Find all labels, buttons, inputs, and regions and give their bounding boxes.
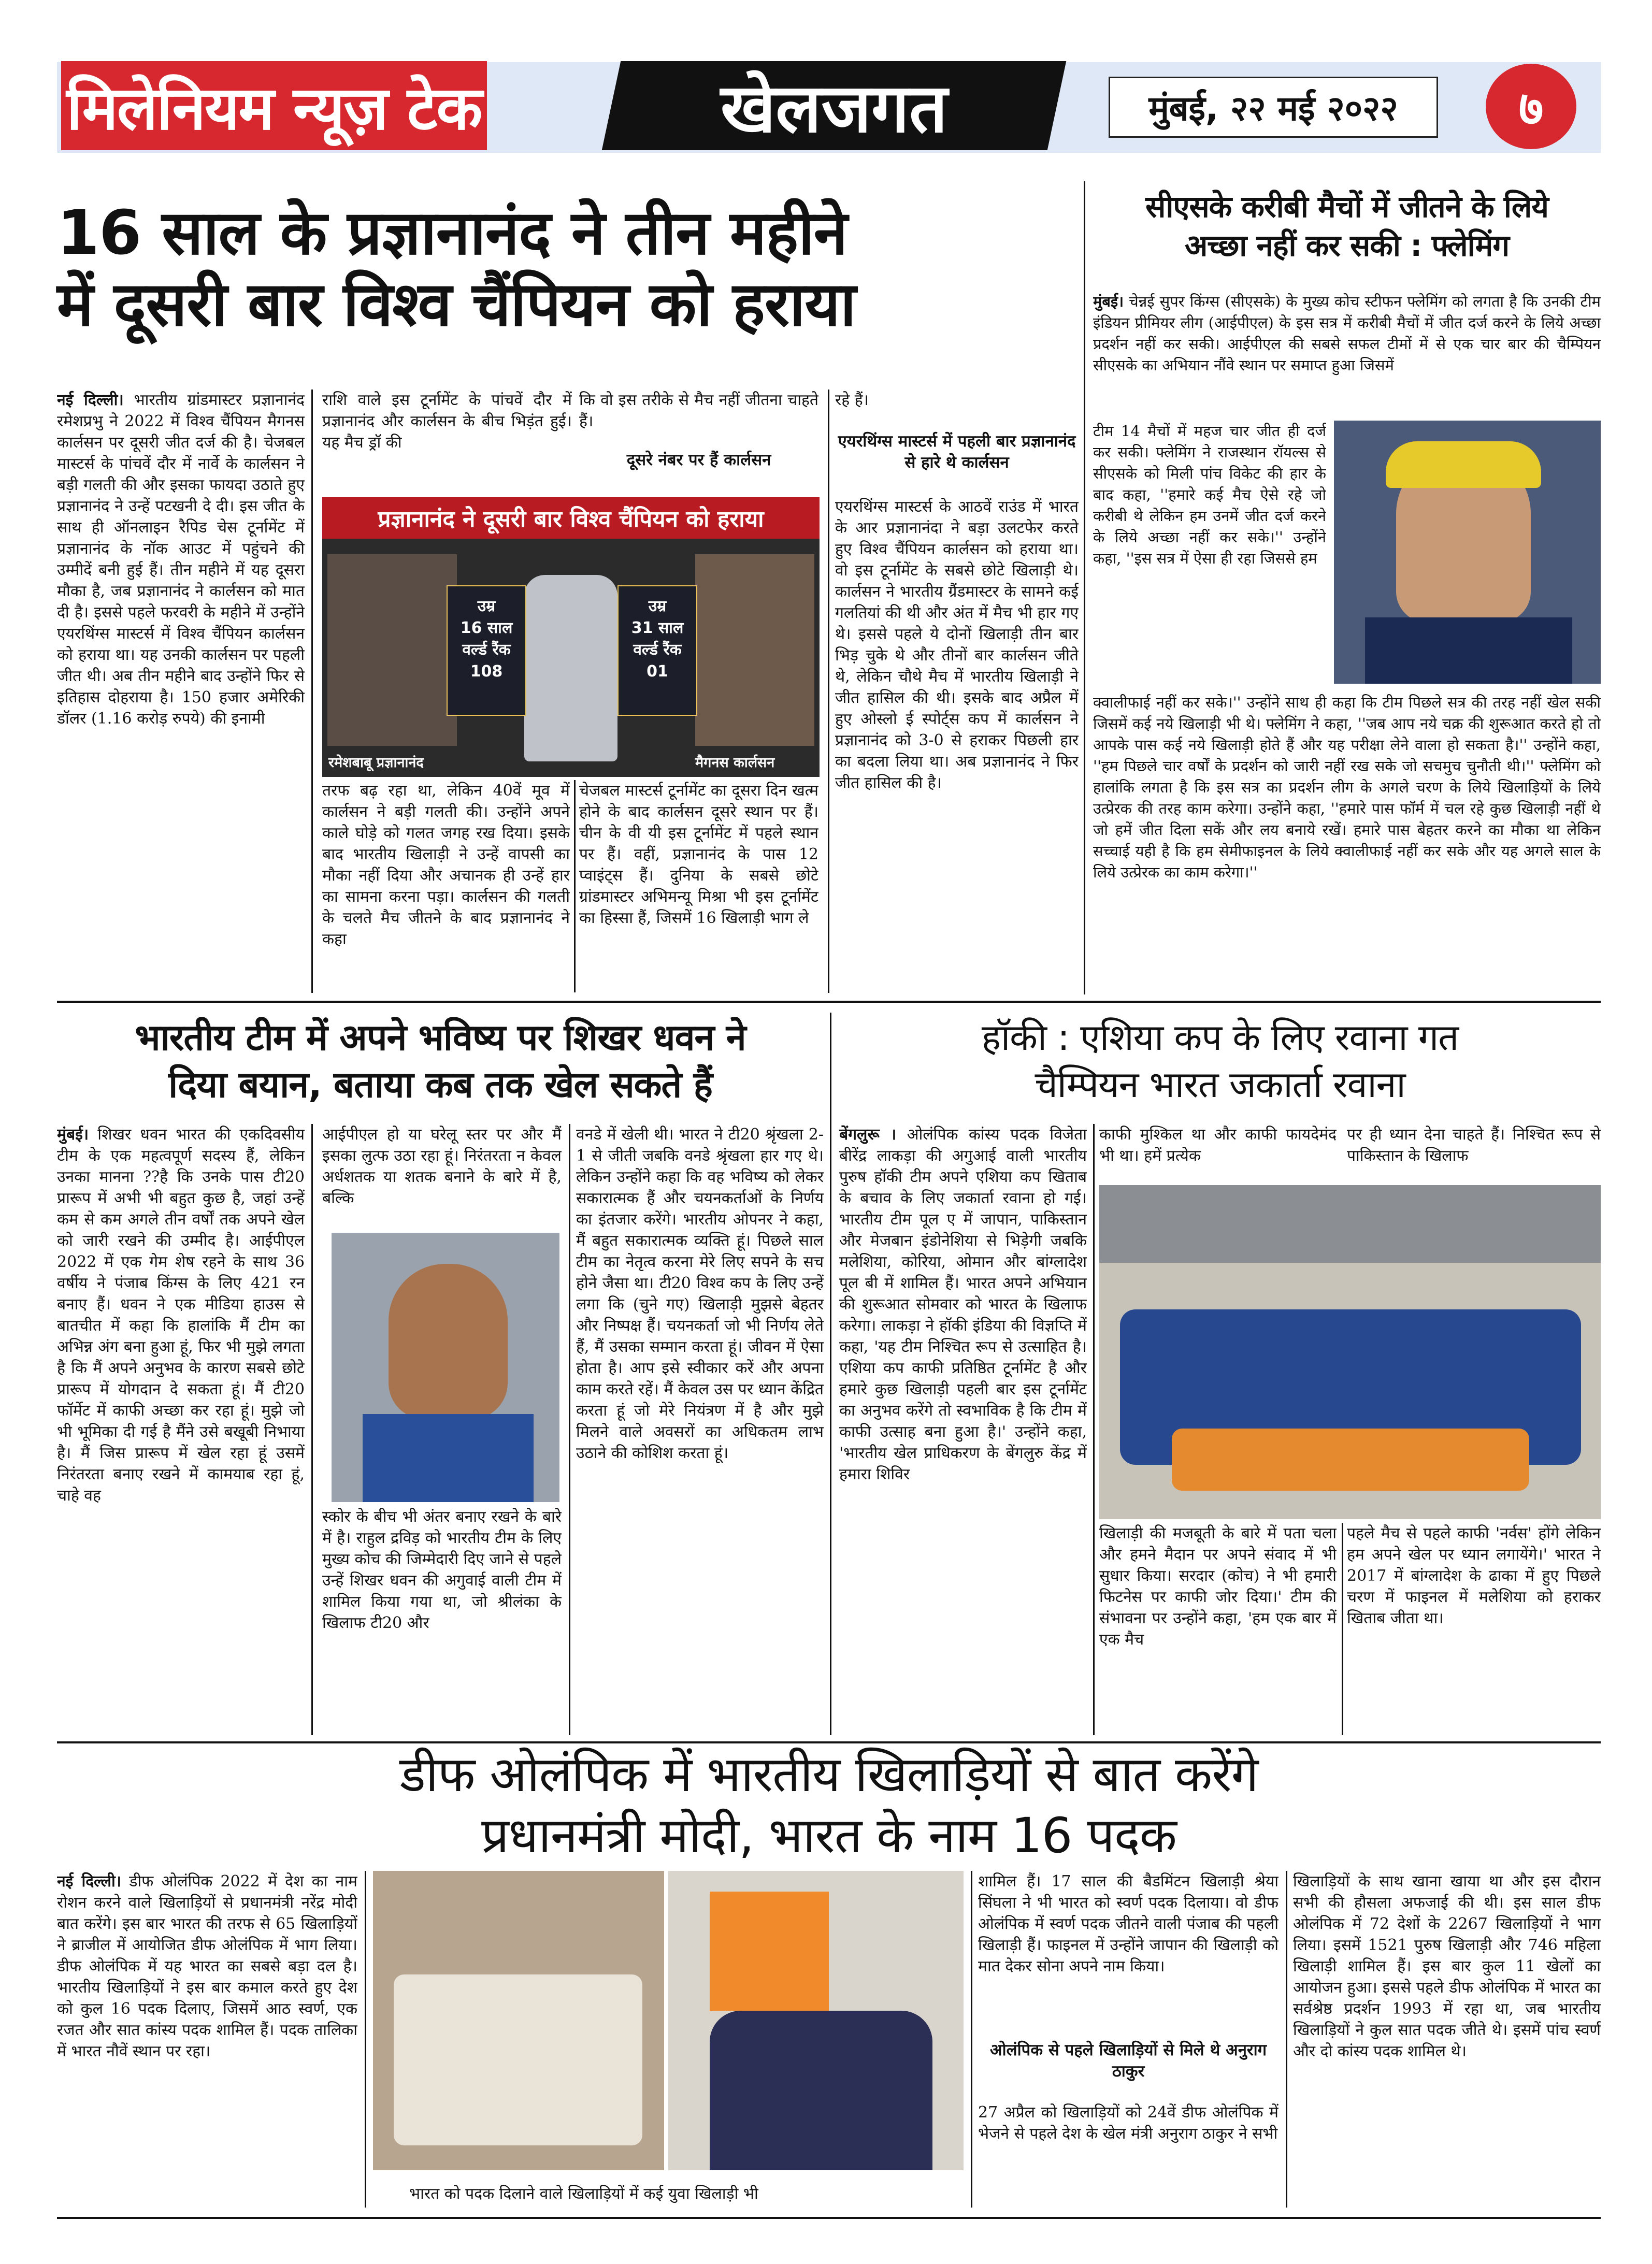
photo-caption: भारत को पदक दिलाने वाले खिलाड़ियों में कई युवा खिलाड़ी भी xyxy=(409,2185,758,2203)
medalists-photo xyxy=(373,1871,664,2170)
column-divider xyxy=(1286,1871,1287,2208)
story3-headline xyxy=(57,1014,824,1108)
story3-col2-bottom: स्कोर के बीच भी अंतर बनाए रखने के बारे में है। राहुल द्रविड़ को भारतीय टीम के लिए मुख्य कोच की जिम्मेदारी दिए जाने से पहले उन्हें शिखर धवन की अगुवाई वाली टीम में शामिल किया गया था, जो श्रीलंका के खिलाफ टी20 और xyxy=(322,1508,562,1632)
story4-dateline: बेंगलुरू । xyxy=(839,1126,897,1144)
chess-graphic xyxy=(322,497,820,777)
story1-headline-line2: में दूसरी बार विश्व चैंपियन को हराया xyxy=(57,268,856,340)
story4-headline-line1: हॉकी : एशिया कप के लिए रवाना गत xyxy=(981,1016,1459,1059)
fleming-photo xyxy=(1334,421,1601,684)
story1-subhead-2: एयरथिंग्स मास्टर्स में पहली बार प्रज्ञानानंद से हारे थे कार्लसन xyxy=(838,432,1076,472)
column-divider xyxy=(569,1124,570,1735)
story1-col2-bottom: तरफ बढ़ रहा था, लेकिन 40वें मूव में कार्लसन ने बड़ी गलती की। उन्होंने अपने काले घोड़े को गलत जगह रख दिया। इसके बाद भारतीय खिलाड़ी ने उन्हें वापसी का मौका नहीं दिया और अचानक ही उन्हें हार का सामना करना पड़ा। कार्लसन की गलती के चलते मैच जीतने के बाद प्रज्ञानानंद ने कहा xyxy=(322,782,570,948)
right-rank-label: वर्ल्ड रैंक xyxy=(633,641,682,659)
story3-col2-top: आईपीएल हो या घरेलू स्तर पर और मैं इसका लुत्फ उठा रहा हूं। निरंतरता न केवल अर्धशतक या शतक बनाने के बारे में है, बल्कि xyxy=(322,1126,562,1207)
story5-headline-line2: प्रधानमंत्री मोदी, भारत के नाम 16 पदक xyxy=(481,1807,1176,1864)
story2-side: टीम 14 मैचों में महज चार जीत ही दर्ज कर सकी। फ्लेमिंग ने राजस्थान रॉयल्स से सीएसके को मिली पांच विकेट की हार के बाद कहा, ''हमारे कई मैच ऐसे रहे जो करीबी थे लेकिन हम उनमें जीत दर्ज करने के लिये अच्छा नहीं कर सके।'' उन्होंने कहा, ''इस सत्र में ऐसा ही रहा जिससे हम xyxy=(1093,422,1326,567)
chess-king-piece xyxy=(524,575,617,761)
edition-date: मुंबई, २२ मई २०२२ xyxy=(1109,77,1438,138)
medalists-group xyxy=(394,1974,642,2145)
story5-dateline: नई दिल्ली। xyxy=(57,1872,122,1891)
story5-headline xyxy=(57,1744,1601,1866)
story4-headline-line2: चैम्पियन भारत जकार्ता रवाना xyxy=(1035,1063,1405,1106)
left-age-value: 16 साल xyxy=(460,619,513,637)
hockey-team-photo xyxy=(1099,1185,1601,1519)
right-age-value: 31 साल xyxy=(631,619,684,637)
story4-col3-bottom: पहले मैच से पहले काफी 'नर्वस' होंगे लेकिन हम अपने खेल पर ध्यान लगायेंगे।' भारत ने 2017 में बांग्लादेश के ढाका में हुए पिछले चरण में फाइनल में मलेशिया को हराकर खिताब जीता था। xyxy=(1347,1524,1601,1627)
praggnanandhaa-photo xyxy=(327,554,457,746)
story2-intro xyxy=(1093,291,1601,418)
story5-headline-line1: डीफ ओलंपिक में भारतीय खिलाड़ियों से बात करेंगे xyxy=(399,1747,1258,1803)
section-divider xyxy=(57,1741,1601,1743)
column-divider xyxy=(365,1871,366,2208)
story5-col1-text: डीफ ओलंपिक 2022 में देश का नाम रोशन करने वाले खिलाड़ियों से प्रधानमंत्री नरेंद्र मोदी बात करेंगे। इस बार भारत की तरफ से 65 खिलाड़ियों ने ब्राजील में आयोजित डीफ ओलंपिक में भाग लिया। डीफ ओलंपिक में यह भारत का सबसे बड़ा दल है। भारतीय खिलाड़ियों ने इस बार कमाल करते हुए देश को कुल 16 पदक दिलाए, जिसमें आठ स्वर्ण, एक रजत और सात कांस्य पदक शामिल हैं। पदक तालिका में भारत नौवें स्थान पर रहा। xyxy=(57,1872,357,2060)
story5-col3-top: शामिल हैं। 17 साल की बैडमिंटन खिलाड़ी श्रेया सिंघला ने भी भारत को स्वर्ण पदक दिलाया। वो डीफ ओलंपिक में स्वर्ण पदक जीतने वाली पंजाब की पहली खिलाड़ी हैं। फाइनल में उन्होंने जापान की खिलाड़ी को मात देकर सोना अपने नाम किया। xyxy=(978,1872,1278,1975)
story4-col2-bottom: खिलाड़ी की मजबूती के बारे में पता चला और हमने मैदान पर अपने संवाद में भी सुधार किया। सरदार (कोच) ने भी हमारी फिटनेस पर काफी जोर दिया।' टीम की संभावना पर उन्होंने कहा, 'हम एक बार में एक मैच xyxy=(1099,1524,1337,1649)
page-number: ७ xyxy=(1486,64,1576,149)
story5-col4: खिलाड़ियों के साथ खाना खाया था और इस दौरान सभी की हौसला अफजाई की थी। इस साल डीफ ओलंपिक में 72 देशों के 2267 खिलाड़ियों ने भाग लिया। इसमें 1521 पुरुष खिलाड़ी और 746 महिला खिलाड़ी शामिल हैं। इस बार कुल 11 खेलों का आयोजन हुआ। इससे पहले डीफ ओलंपिक में भारत का सर्वश्रेष्ठ प्रदर्शन 1993 में रहा था, जब भारतीय खिलाड़ियों ने कुल सात पदक जीते थे। इसमें पांच स्वर्ण और दो कांस्य पदक शामिल थे। xyxy=(1293,1872,1601,2060)
story1-col3-bottom: चेजबल मास्टर्स टूर्नामेंट का दूसरा दिन खत्म होने के बाद कार्लसन दूसरे स्थान पर हैं। चीन के वी यी इस टूर्नामेंट में पहले स्थान पर हैं। वहीं, प्रज्ञानानंद के पास 12 प्वाइंट्स हैं। दुनिया के सबसे छोटे ग्रांडमास्टर अभिमन्यू मिश्रा भी इस टूर्नामेंट का हिस्सा हैं, जिसमें 16 खिलाड़ी भाग ले xyxy=(579,782,818,927)
column-divider xyxy=(311,390,313,993)
india-jersey xyxy=(363,1414,534,1502)
story4-col3-top: पर ही ध्यान देना चाहते हैं। निश्चित रूप से पाकिस्तान के खिलाफ xyxy=(1347,1126,1601,1165)
story3-col1 xyxy=(57,1124,305,1735)
story5-col3-bottom: 27 अप्रैल को खिलाड़ियों को 24वें डीफ ओलंपिक में भेजने से पहले देश के खेल मंत्री अनुराग ठाकुर ने सभी xyxy=(978,2103,1278,2143)
section-title-text: खेलजगत xyxy=(720,68,948,148)
player-face xyxy=(389,1264,508,1419)
story2-headline xyxy=(1093,188,1601,266)
column-divider xyxy=(574,780,576,992)
wrestlers-photo xyxy=(668,1871,964,2170)
left-rank-value: 108 xyxy=(470,662,503,681)
column-divider xyxy=(311,1124,313,1735)
column-divider xyxy=(828,390,829,993)
graphic-banner: प्रज्ञानानंद ने दूसरी बार विश्व चैंपियन को हराया xyxy=(322,497,820,539)
story2-intro-text: चेन्नई सुपर किंग्स (सीएसके) के मुख्य कोच स्टीफन फ्लेमिंग को लगता है कि उनकी टीम इंडियन प्रीमियर लीग (आईपीएल) के इस सत्र में करीबी मैचों में जीत दर्ज करने के लिये अच्छा प्रदर्शन नहीं कर सकी। आईपीएल की सबसे सफल टीमों में से एक चार बार की चैम्पियन सीएसके का अभियान नौंवे स्थान पर समाप्त हुआ जिसमें xyxy=(1093,293,1601,374)
story2-rest: क्वालीफाई नहीं कर सके।'' उन्होंने साथ ही कहा कि टीम पिछले सत्र की तरह नहीं खेल सकी जिसमें कई नये खिलाड़ी भी थे। फ्लेमिंग ने कहा, ''जब आप नये चक्र की शुरूआत करते हो तो आपके पास कई नये खिलाड़ी होते हैं और यह परीक्षा लेने वाला हो सकता है।'' उन्होंने कहा, ''हम पिछले चार वर्षों के प्रदर्शन को जारी नहीं रख सके जो सचमुच चुनौती थी।'' फ्लेमिंग को हालांकि लगता है कि इस सत्र का प्रदर्शन लीग के अगले चरण के लिये खिलाड़ियों के लिये उत्प्रेरक की तरह काम करेगा। उन्होंने कहा, ''हमारे पास फॉर्म में चल रहे कुछ खिलाड़ी नहीं थे जो हमें जीत दिला सकें और लय बनाये रखें। हमारे पास बेहतर करने का मौका था लेकिन सच्चाई यही है कि हम सेमीफाइनल के लिये क्वालीफाई नहीं कर सके और यह अगले साल के लिये उत्प्रेरक का काम करेगा।'' xyxy=(1093,694,1601,881)
india-flags xyxy=(1172,1429,1529,1491)
left-player-name: रमेशबाबू प्रज्ञानानंद xyxy=(328,755,424,771)
story1-dateline: नई दिल्ली। xyxy=(57,391,124,409)
story3-headline-line1: भारतीय टीम में अपने भविष्य पर शिखर धवन ने xyxy=(135,1016,746,1059)
story1-col3-top: कि वो इस तरीके से मैच नहीं जीतना चाहते हैं। xyxy=(579,391,818,430)
footer-rule xyxy=(57,2217,1601,2219)
newspaper-brand: मिलेनियम न्यूज़ टेक xyxy=(61,61,487,150)
story3-col3: वनडे में खेली थी। भारत ने टी20 श्रृंखला 2-1 से जीती जबकि वनडे श्रृंखला हार गए थे। लेकिन उन्होंने कहा कि वह भविष्य को लेकर सकारात्मक हैं और चयनकर्ताओं के निर्णय का इंतजार करेंगे। भारतीय ओपनर ने कहा, मैं बहुत सकारात्मक व्यक्ति हूं। पिछले साल टीम का नेतृत्व करना मेरे लिए सपने के सच होने जैसा था। टी20 विश्व कप के लिए उन्हें लगा कि (चुने गए) खिलाड़ी मुझसे बेहतर और निष्पक्ष हैं। चयनकर्ता जो भी निर्णय लेते हैं, मैं उसका सम्मान करता हूं। जीवन में ऐसा होता है। आप इसे स्वीकार करें और अपना काम करते रहें। मैं केवल उस पर ध्यान केंद्रित करता हूं जो मेरे नियंत्रण में है और मुझे मिलने वाले अवसरों का अधिकतम लाभ उठाने की कोशिश करता हूं। xyxy=(576,1126,824,1462)
story3-headline-line2: दिया बयान, बताया कब तक खेल सकते हैं xyxy=(168,1063,712,1106)
story5-subhead: ओलंपिक से पहले खिलाड़ियों से मिले थे अनुराग ठाकुर xyxy=(989,2041,1267,2081)
story-divider xyxy=(830,1013,831,1735)
dhawan-photo xyxy=(332,1233,559,1502)
column-divider xyxy=(1342,1523,1343,1735)
story1-col1 xyxy=(57,390,305,993)
story4-headline xyxy=(839,1014,1601,1108)
column-divider xyxy=(971,1871,972,2208)
right-stats xyxy=(617,585,697,716)
story3-dateline: मुंबई। xyxy=(57,1126,89,1144)
story5-col1 xyxy=(57,1871,357,2208)
yellow-cap xyxy=(1386,441,1541,488)
tricolour-flag xyxy=(710,1892,829,2011)
left-stats xyxy=(447,585,526,716)
story-divider xyxy=(1084,181,1085,994)
story1-col4: एयरथिंग्स मास्टर्स के आठवें राउंड में भारत के आर प्रज्ञानानंदा ने बड़ा उलटफेर करते हुए विश्व चैंपियन कार्लसन को हराया था। वो इस टूर्नामेंट के सबसे छोटे खिलाड़ी थे। कार्लसन ने भारतीय ग्रैंडमास्टर के सामने कई गलतियां की थी और अंत में मैच भी हार गए थे। इससे पहले ये दोनों खिलाड़ी तीन बार भिड़ चुके थे और तीनों बार कार्लसन जीते थे, लेकिन चौथे मैच में भारतीय खिलाड़ी ने जीत हासिल की थी। इसके बाद अप्रैल में हुए ओस्लो ई स्पोर्ट्स कप में कार्लसन ने प्रज्ञानानंद को 3-0 से हराकर पिछली हार का बदला लिया था। अब प्रज्ञानानंद ने फिर जीत हासिल की है। xyxy=(835,498,1079,792)
story1-headline xyxy=(57,197,1088,340)
carlsen-photo xyxy=(695,554,814,746)
left-rank-label: वर्ल्ड रैंक xyxy=(462,641,511,659)
wrestler-singlet xyxy=(710,2011,932,2170)
left-age-label: उम्र xyxy=(477,597,496,615)
story2-headline-line2: अच्छा नहीं कर सकी : फ्लेमिंग xyxy=(1184,228,1509,264)
coach-shirt xyxy=(1365,617,1572,684)
story1-col2-top: राशि वाले इस टूर्नामेंट के पांचवें दौर में प्रज्ञानानंद और कार्लसन के बीच भिड़ंत हुई। यह मैच ड्रॉ की xyxy=(322,391,572,452)
story2-dateline: मुंबई। xyxy=(1093,293,1124,310)
column-divider xyxy=(1093,1124,1095,1735)
story3-col1-text: शिखर धवन भारत की एकदिवसीय टीम के एक महत्वपूर्ण सदस्य हैं, लेकिन उनका मानना ??है कि उनके पास टी20 प्रारूप में अभी भी बहुत कुछ है, जहां उन्हें कम से कम अगले तीन वर्षों तक अपने खेल को जारी रखने की उम्मीद है। आईपीएल 2022 में एक गेम शेष रहने के साथ 36 वर्षीय ने पंजाब किंग्स के लिए 421 रन बनाए हैं। धवन ने एक मीडिया हाउस से बातचीत में कहा कि हालांकि मैं टीम का अभिन्न अंग बना हुआ हूं, फिर भी मुझे लगता है कि मैं अपने अनुभव के कारण सबसे छोटे प्रारूप में योगदान दे सकता हूं। मैं टी20 फॉर्मेट में काफी अच्छा कर रहा हूं। मुझे जो भी भूमिका दी गई है मैंने उसे बखूबी निभाया है। मैं जिस प्रारूप में खेल रहा हूं उसमें निरंतरता बनाए रखने में कामयाब रहा हूं, चाहे वह xyxy=(57,1126,305,1505)
story1-col4-top: रहे हैं। xyxy=(835,391,869,409)
section-title xyxy=(602,61,1067,150)
right-player-name: मैगनस कार्लसन xyxy=(695,755,775,771)
story1-subhead-1: दूसरे नंबर पर हैं कार्लसन xyxy=(626,451,771,469)
story2-headline-line1: सीएसके करीबी मैचों में जीतने के लिये xyxy=(1145,189,1548,224)
story4-col1 xyxy=(839,1124,1087,1735)
right-age-label: उम्र xyxy=(648,597,667,615)
story4-col1-text: ओलंपिक कांस्य पदक विजेता बीरेंद्र लाकड़ा की अगुआई वाली भारतीय पुरुष हॉकी टीम अपने एशिया कप खिताब के बचाव के लिए जकार्ता रवाना हो गई। भारतीय टीम पूल ए में जापान, पाकिस्तान और मेजबान इंडोनेशिया से भिड़ेगी जबकि मलेशिया, कोरिया, ओमान और बांग्लादेश पूल बी में शामिल हैं। भारत अपने अभियान की शुरूआत सोमवार को भारत के खिलाफ करेगा। लाकड़ा ने हॉकी इंडिया की विज्ञप्ति में कहा, 'यह टीम निश्चित रूप से उत्साहित है। एशिया कप काफी प्रतिष्ठित टूर्नामेंट है और हमारे कुछ खिलाड़ी पहली बार इस टूर्नामेंट का अनुभव करेंगे तो स्वभाविक है कि टीम में काफी उत्साह बना हुआ है।' उन्होंने कहा, 'भारतीय खेल प्राधिकरण के बेंगलुरु केंद्र में हमारा शिविर xyxy=(839,1126,1087,1483)
story1-col1-text: भारतीय ग्रांडमास्टर प्रज्ञानानंद रमेशप्रभु ने 2022 में विश्व चैंपियन मैगनस कार्लसन पर दूसरी जीत दर्ज की है। चेजबल मास्टर्स के पांचवें दौर में नार्वे के कार्लसन ने बड़ी गलती की और इसका फायदा उठाते हुए प्रज्ञानानंद ने उन्हें पटखनी दे दी। इस जीत के साथ ही ऑनलाइन रैपिड चेस टूर्नामेंट में प्रज्ञानानंद के नॉक आउट में पहुंचने की उम्मीदें बनी हुई हैं। तीन महीने में यह दूसरा मौका है, जब प्रज्ञानानंद ने कार्लसन को मात दी है। इससे पहले फरवरी के महीने में उन्होंने एयरथिंग्स मास्टर्स में विश्व चैंपियन कार्लसन को हराया था। यह उनकी कार्लसन पर पहली जीत थी। अब तीन महीने बाद उन्होंने फिर से इतिहास दोहराया है। 150 हजार अमेरिकी डॉलर (1.16 करोड़ रुपये) की इनामी xyxy=(57,391,305,728)
airport-ceiling xyxy=(1099,1185,1601,1263)
story1-headline-line1: 16 साल के प्रज्ञानानंद ने तीन महीने xyxy=(57,197,847,268)
story4-col2-top: काफी मुश्किल था और काफी फायदेमंद भी था। हमें प्रत्येक xyxy=(1099,1126,1337,1165)
section-divider xyxy=(57,1001,1601,1003)
right-rank-value: 01 xyxy=(647,662,668,681)
